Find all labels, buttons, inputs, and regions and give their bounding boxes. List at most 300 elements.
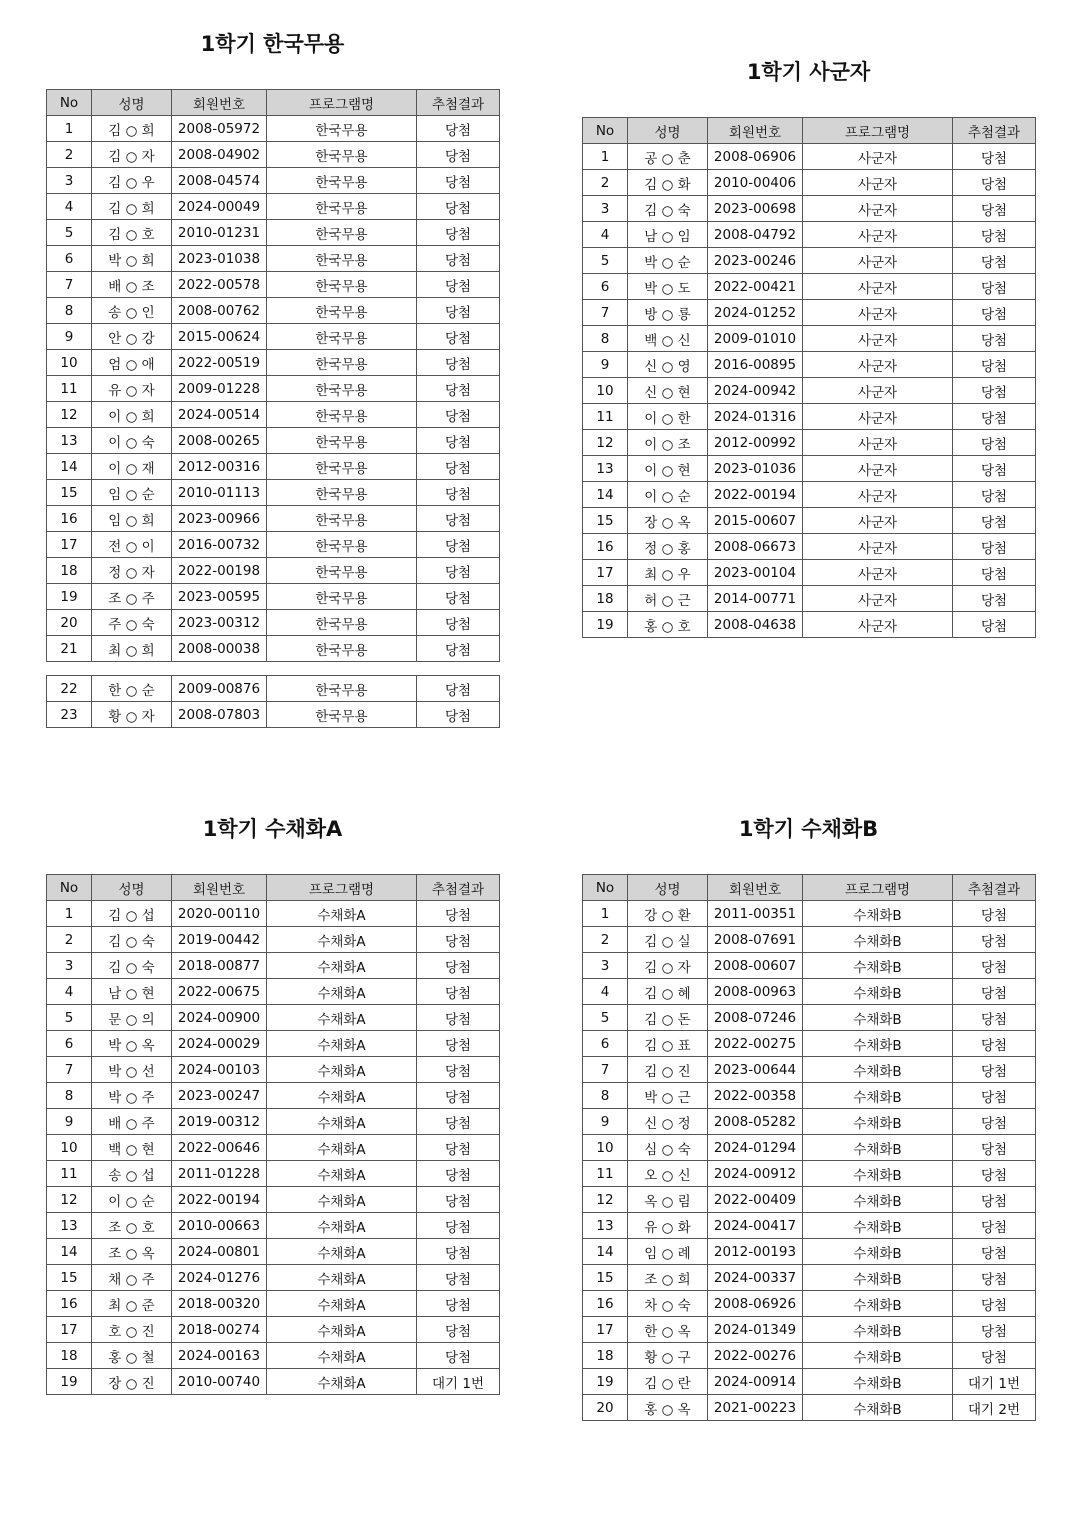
cell-result: 당첨 (417, 532, 500, 558)
cell-name: 조 ○ 호 (92, 1213, 172, 1239)
table-row (47, 532, 500, 558)
cell-program: 수채화B (803, 1265, 953, 1291)
cell-name: 오 ○ 신 (628, 1161, 708, 1187)
cell-result: 당첨 (953, 1265, 1036, 1291)
table-row (47, 480, 500, 506)
cell-name: 황 ○ 구 (628, 1343, 708, 1369)
table-row (583, 1395, 1036, 1421)
cell-member-no: 2010-00406 (708, 170, 803, 196)
cell-name: 옥 ○ 림 (628, 1187, 708, 1213)
cell-result: 당첨 (953, 1213, 1036, 1239)
cell-program: 한국무용 (267, 636, 417, 662)
table-body (47, 116, 500, 728)
cell-member-no: 2008-00038 (172, 636, 267, 662)
cell-result: 당첨 (953, 456, 1036, 482)
table-row (47, 1083, 500, 1109)
cell-no: 6 (583, 1031, 628, 1057)
table-row (583, 508, 1036, 534)
cell-no: 17 (47, 532, 92, 558)
cell-program: 수채화A (267, 1031, 417, 1057)
cell-program: 한국무용 (267, 168, 417, 194)
cell-no: 5 (583, 1005, 628, 1031)
cell-no: 12 (583, 1187, 628, 1213)
cell-no: 9 (583, 352, 628, 378)
cell-name: 강 ○ 환 (628, 901, 708, 927)
cell-name: 허 ○ 근 (628, 586, 708, 612)
cell-no: 17 (583, 1317, 628, 1343)
cell-name: 신 ○ 현 (628, 378, 708, 404)
cell-member-no: 2008-04792 (708, 222, 803, 248)
section-title-korean-dance: 1학기 한국무용 (200, 32, 345, 56)
cell-program: 사군자 (803, 300, 953, 326)
cell-result: 당첨 (953, 326, 1036, 352)
table-row (583, 144, 1036, 170)
cell-result: 당첨 (953, 144, 1036, 170)
cell-no: 6 (47, 1031, 92, 1057)
table-row (583, 953, 1036, 979)
cell-member-no: 2024-00337 (708, 1265, 803, 1291)
cell-program: 수채화B (803, 1343, 953, 1369)
cell-name: 공 ○ 춘 (628, 144, 708, 170)
cell-program: 사군자 (803, 196, 953, 222)
cell-program: 한국무용 (267, 428, 417, 454)
cell-member-no: 2022-00578 (172, 272, 267, 298)
cell-name: 황 ○ 자 (92, 702, 172, 728)
cell-program: 사군자 (803, 612, 953, 638)
cell-program: 사군자 (803, 586, 953, 612)
table-row (47, 1369, 500, 1395)
cell-member-no: 2022-00194 (172, 1187, 267, 1213)
cell-name: 주 ○ 숙 (92, 610, 172, 636)
table-row (583, 1057, 1036, 1083)
cell-name: 채 ○ 주 (92, 1265, 172, 1291)
cell-program: 한국무용 (267, 116, 417, 142)
cell-no: 13 (47, 1213, 92, 1239)
cell-program: 수채화A (267, 1057, 417, 1083)
cell-no: 8 (583, 326, 628, 352)
table-watercolor-b (582, 874, 1036, 1421)
cell-no: 16 (583, 534, 628, 560)
cell-program: 수채화B (803, 1395, 953, 1421)
cell-name: 최 ○ 우 (628, 560, 708, 586)
cell-member-no: 2008-00607 (708, 953, 803, 979)
cell-member-no: 2008-00762 (172, 298, 267, 324)
section-title-watercolor-b: 1학기 수채화B (738, 817, 879, 841)
table-row (583, 1187, 1036, 1213)
cell-member-no: 2023-00595 (172, 584, 267, 610)
gap-cell (47, 662, 500, 676)
cell-no: 13 (583, 456, 628, 482)
cell-name: 장 ○ 진 (92, 1369, 172, 1395)
table-row (583, 927, 1036, 953)
table-row (583, 1109, 1036, 1135)
cell-result: 당첨 (417, 1057, 500, 1083)
cell-name: 김 ○ 혜 (628, 979, 708, 1005)
cell-result: 당첨 (417, 558, 500, 584)
cell-no: 8 (583, 1083, 628, 1109)
cell-program: 수채화B (803, 1369, 953, 1395)
cell-program: 수채화A (267, 1135, 417, 1161)
table-row (47, 676, 500, 702)
cell-result: 당첨 (417, 979, 500, 1005)
cell-no: 5 (47, 1005, 92, 1031)
cell-name: 김 ○ 숙 (92, 953, 172, 979)
cell-result: 당첨 (953, 404, 1036, 430)
cell-result: 당첨 (953, 1161, 1036, 1187)
table-row (583, 482, 1036, 508)
cell-no: 1 (47, 901, 92, 927)
cell-member-no: 2024-00912 (708, 1161, 803, 1187)
cell-program: 한국무용 (267, 298, 417, 324)
cell-member-no: 2008-07803 (172, 702, 267, 728)
cell-no: 10 (583, 378, 628, 404)
cell-program: 사군자 (803, 534, 953, 560)
cell-no: 3 (47, 953, 92, 979)
cell-member-no: 2022-00646 (172, 1135, 267, 1161)
cell-name: 박 ○ 순 (628, 248, 708, 274)
cell-member-no: 2008-05972 (172, 116, 267, 142)
table-row (583, 586, 1036, 612)
cell-result: 당첨 (417, 1187, 500, 1213)
cell-name: 박 ○ 옥 (92, 1031, 172, 1057)
cell-no: 8 (47, 298, 92, 324)
cell-name: 이 ○ 한 (628, 404, 708, 430)
cell-result: 당첨 (953, 1317, 1036, 1343)
header-no: No (47, 875, 92, 901)
cell-no: 19 (583, 1369, 628, 1395)
cell-no: 7 (583, 300, 628, 326)
cell-program: 수채화A (267, 1317, 417, 1343)
cell-name: 차 ○ 숙 (628, 1291, 708, 1317)
cell-name: 유 ○ 화 (628, 1213, 708, 1239)
cell-name: 한 ○ 옥 (628, 1317, 708, 1343)
cell-member-no: 2009-01228 (172, 376, 267, 402)
table-row (583, 222, 1036, 248)
cell-name: 김 ○ 호 (92, 220, 172, 246)
cell-result: 당첨 (417, 350, 500, 376)
cell-result: 당첨 (417, 324, 500, 350)
table-body (47, 901, 500, 1395)
cell-name: 방 ○ 룡 (628, 300, 708, 326)
table-row (47, 246, 500, 272)
cell-name: 박 ○ 희 (92, 246, 172, 272)
cell-name: 최 ○ 준 (92, 1291, 172, 1317)
cell-no: 19 (47, 584, 92, 610)
cell-member-no: 2024-00801 (172, 1239, 267, 1265)
cell-program: 수채화B (803, 1161, 953, 1187)
header-member-no: 회원번호 (708, 118, 803, 144)
cell-member-no: 2008-00963 (708, 979, 803, 1005)
cell-program: 수채화A (267, 1343, 417, 1369)
cell-program: 사군자 (803, 378, 953, 404)
cell-name: 백 ○ 신 (628, 326, 708, 352)
cell-no: 2 (583, 170, 628, 196)
cell-result: 당첨 (953, 953, 1036, 979)
cell-program: 한국무용 (267, 532, 417, 558)
cell-no: 9 (47, 324, 92, 350)
cell-name: 김 ○ 자 (92, 142, 172, 168)
table-sagunja (582, 117, 1036, 638)
cell-program: 수채화A (267, 1291, 417, 1317)
cell-result: 당첨 (417, 1083, 500, 1109)
cell-member-no: 2019-00442 (172, 927, 267, 953)
cell-no: 2 (47, 927, 92, 953)
table-row (47, 1161, 500, 1187)
cell-no: 15 (583, 1265, 628, 1291)
cell-program: 한국무용 (267, 402, 417, 428)
cell-result: 당첨 (953, 1239, 1036, 1265)
cell-program: 수채화B (803, 1031, 953, 1057)
cell-program: 한국무용 (267, 558, 417, 584)
header-name: 성명 (628, 118, 708, 144)
cell-no: 14 (47, 454, 92, 480)
table-row (583, 326, 1036, 352)
cell-program: 수채화A (267, 1239, 417, 1265)
cell-no: 15 (47, 480, 92, 506)
cell-member-no: 2024-01316 (708, 404, 803, 430)
cell-name: 심 ○ 숙 (628, 1135, 708, 1161)
cell-result: 당첨 (417, 402, 500, 428)
cell-no: 19 (47, 1369, 92, 1395)
table-body (583, 901, 1036, 1421)
cell-no: 20 (47, 610, 92, 636)
header-no: No (47, 90, 92, 116)
cell-name: 김 ○ 숙 (628, 196, 708, 222)
cell-member-no: 2022-00358 (708, 1083, 803, 1109)
cell-program: 수채화B (803, 1239, 953, 1265)
table-row (47, 168, 500, 194)
cell-result: 당첨 (417, 220, 500, 246)
cell-no: 4 (47, 979, 92, 1005)
table-row (47, 927, 500, 953)
cell-member-no: 2022-00421 (708, 274, 803, 300)
table-row (47, 1317, 500, 1343)
cell-result: 대기 1번 (417, 1369, 500, 1395)
table-row (583, 1005, 1036, 1031)
cell-program: 수채화B (803, 927, 953, 953)
cell-name: 조 ○ 주 (92, 584, 172, 610)
header-member-no: 회원번호 (172, 90, 267, 116)
header-member-no: 회원번호 (708, 875, 803, 901)
cell-member-no: 2010-00740 (172, 1369, 267, 1395)
table-header-row (47, 90, 500, 116)
table-row (583, 274, 1036, 300)
cell-result: 당첨 (953, 430, 1036, 456)
table-row (47, 1135, 500, 1161)
table-row (583, 404, 1036, 430)
cell-member-no: 2016-00895 (708, 352, 803, 378)
cell-program: 수채화B (803, 979, 953, 1005)
cell-program: 수채화B (803, 1317, 953, 1343)
cell-member-no: 2012-00992 (708, 430, 803, 456)
cell-name: 김 ○ 자 (628, 953, 708, 979)
cell-result: 당첨 (417, 480, 500, 506)
cell-no: 3 (47, 168, 92, 194)
table-row (47, 1265, 500, 1291)
cell-program: 한국무용 (267, 220, 417, 246)
cell-name: 신 ○ 영 (628, 352, 708, 378)
cell-no: 1 (47, 116, 92, 142)
cell-no: 6 (47, 246, 92, 272)
cell-program: 한국무용 (267, 194, 417, 220)
cell-member-no: 2022-00409 (708, 1187, 803, 1213)
cell-name: 김 ○ 화 (628, 170, 708, 196)
cell-result: 당첨 (417, 584, 500, 610)
cell-member-no: 2009-00876 (172, 676, 267, 702)
table-row (583, 170, 1036, 196)
cell-no: 18 (583, 1343, 628, 1369)
cell-result: 당첨 (417, 1109, 500, 1135)
table-row (583, 1083, 1036, 1109)
cell-no: 8 (47, 1083, 92, 1109)
cell-program: 수채화A (267, 979, 417, 1005)
table-row (583, 1135, 1036, 1161)
table-row (583, 1343, 1036, 1369)
cell-result: 당첨 (417, 927, 500, 953)
cell-result: 당첨 (417, 168, 500, 194)
cell-name: 이 ○ 순 (628, 482, 708, 508)
page-break-gap (47, 662, 500, 676)
cell-result: 당첨 (953, 979, 1036, 1005)
cell-result: 당첨 (953, 1187, 1036, 1213)
cell-member-no: 2023-00312 (172, 610, 267, 636)
cell-no: 9 (47, 1109, 92, 1135)
cell-program: 사군자 (803, 430, 953, 456)
cell-no: 16 (47, 1291, 92, 1317)
cell-member-no: 2010-01113 (172, 480, 267, 506)
cell-member-no: 2018-00274 (172, 1317, 267, 1343)
cell-program: 수채화A (267, 1109, 417, 1135)
cell-result: 당첨 (417, 1031, 500, 1057)
cell-member-no: 2008-06906 (708, 144, 803, 170)
cell-name: 송 ○ 인 (92, 298, 172, 324)
cell-program: 한국무용 (267, 142, 417, 168)
cell-no: 7 (47, 272, 92, 298)
cell-no: 7 (47, 1057, 92, 1083)
cell-program: 수채화A (267, 1369, 417, 1395)
cell-name: 박 ○ 선 (92, 1057, 172, 1083)
table-row (583, 1317, 1036, 1343)
cell-result: 당첨 (953, 222, 1036, 248)
cell-result: 당첨 (417, 1005, 500, 1031)
cell-member-no: 2024-01349 (708, 1317, 803, 1343)
cell-result: 당첨 (417, 298, 500, 324)
cell-name: 이 ○ 순 (92, 1187, 172, 1213)
table-row (47, 324, 500, 350)
cell-program: 한국무용 (267, 324, 417, 350)
header-name: 성명 (92, 875, 172, 901)
cell-member-no: 2008-00265 (172, 428, 267, 454)
cell-name: 이 ○ 현 (628, 456, 708, 482)
cell-program: 수채화B (803, 1109, 953, 1135)
cell-program: 수채화B (803, 1135, 953, 1161)
cell-no: 11 (47, 376, 92, 402)
cell-result: 당첨 (417, 272, 500, 298)
table-row (47, 1031, 500, 1057)
cell-no: 10 (47, 350, 92, 376)
cell-no: 9 (583, 1109, 628, 1135)
table-row (583, 1265, 1036, 1291)
cell-result: 대기 2번 (953, 1395, 1036, 1421)
cell-name: 최 ○ 희 (92, 636, 172, 662)
cell-name: 김 ○ 희 (92, 194, 172, 220)
cell-name: 김 ○ 우 (92, 168, 172, 194)
cell-name: 장 ○ 옥 (628, 508, 708, 534)
cell-result: 당첨 (417, 1135, 500, 1161)
cell-member-no: 2024-00103 (172, 1057, 267, 1083)
cell-no: 14 (583, 1239, 628, 1265)
cell-no: 23 (47, 702, 92, 728)
cell-result: 당첨 (953, 534, 1036, 560)
table-header-row (583, 875, 1036, 901)
cell-result: 당첨 (417, 1161, 500, 1187)
cell-name: 조 ○ 희 (628, 1265, 708, 1291)
cell-program: 수채화A (267, 1213, 417, 1239)
table-row (583, 196, 1036, 222)
cell-no: 4 (583, 222, 628, 248)
table-row (583, 1161, 1036, 1187)
header-program: 프로그램명 (803, 118, 953, 144)
cell-member-no: 2024-01276 (172, 1265, 267, 1291)
cell-result: 당첨 (953, 560, 1036, 586)
cell-no: 5 (47, 220, 92, 246)
cell-member-no: 2022-00519 (172, 350, 267, 376)
cell-result: 당첨 (953, 586, 1036, 612)
cell-program: 사군자 (803, 508, 953, 534)
cell-member-no: 2024-00942 (708, 378, 803, 404)
cell-name: 정 ○ 홍 (628, 534, 708, 560)
cell-result: 당첨 (953, 482, 1036, 508)
table-row (583, 1031, 1036, 1057)
table-row (47, 298, 500, 324)
cell-result: 당첨 (953, 1031, 1036, 1057)
cell-member-no: 2024-00049 (172, 194, 267, 220)
cell-result: 당첨 (953, 300, 1036, 326)
table-row (47, 1291, 500, 1317)
cell-name: 호 ○ 진 (92, 1317, 172, 1343)
header-no: No (583, 875, 628, 901)
cell-name: 김 ○ 표 (628, 1031, 708, 1057)
table-watercolor-a (46, 874, 500, 1395)
table-row (47, 272, 500, 298)
cell-result: 당첨 (417, 454, 500, 480)
section-title-sagunja: 1학기 사군자 (746, 60, 871, 84)
cell-program: 사군자 (803, 482, 953, 508)
cell-program: 사군자 (803, 352, 953, 378)
table-row (47, 636, 500, 662)
table-row (47, 610, 500, 636)
cell-result: 당첨 (953, 1005, 1036, 1031)
cell-member-no: 2022-00194 (708, 482, 803, 508)
cell-no: 13 (583, 1213, 628, 1239)
cell-no: 16 (47, 506, 92, 532)
cell-name: 문 ○ 의 (92, 1005, 172, 1031)
cell-no: 7 (583, 1057, 628, 1083)
cell-result: 당첨 (953, 508, 1036, 534)
cell-program: 한국무용 (267, 702, 417, 728)
cell-result: 당첨 (417, 116, 500, 142)
cell-member-no: 2021-00223 (708, 1395, 803, 1421)
table-row (583, 248, 1036, 274)
cell-result: 당첨 (953, 612, 1036, 638)
cell-member-no: 2023-01036 (708, 456, 803, 482)
cell-result: 당첨 (417, 676, 500, 702)
table-row (47, 220, 500, 246)
cell-result: 당첨 (417, 1291, 500, 1317)
cell-no: 12 (583, 430, 628, 456)
cell-no: 2 (583, 927, 628, 953)
cell-program: 수채화A (267, 1005, 417, 1031)
